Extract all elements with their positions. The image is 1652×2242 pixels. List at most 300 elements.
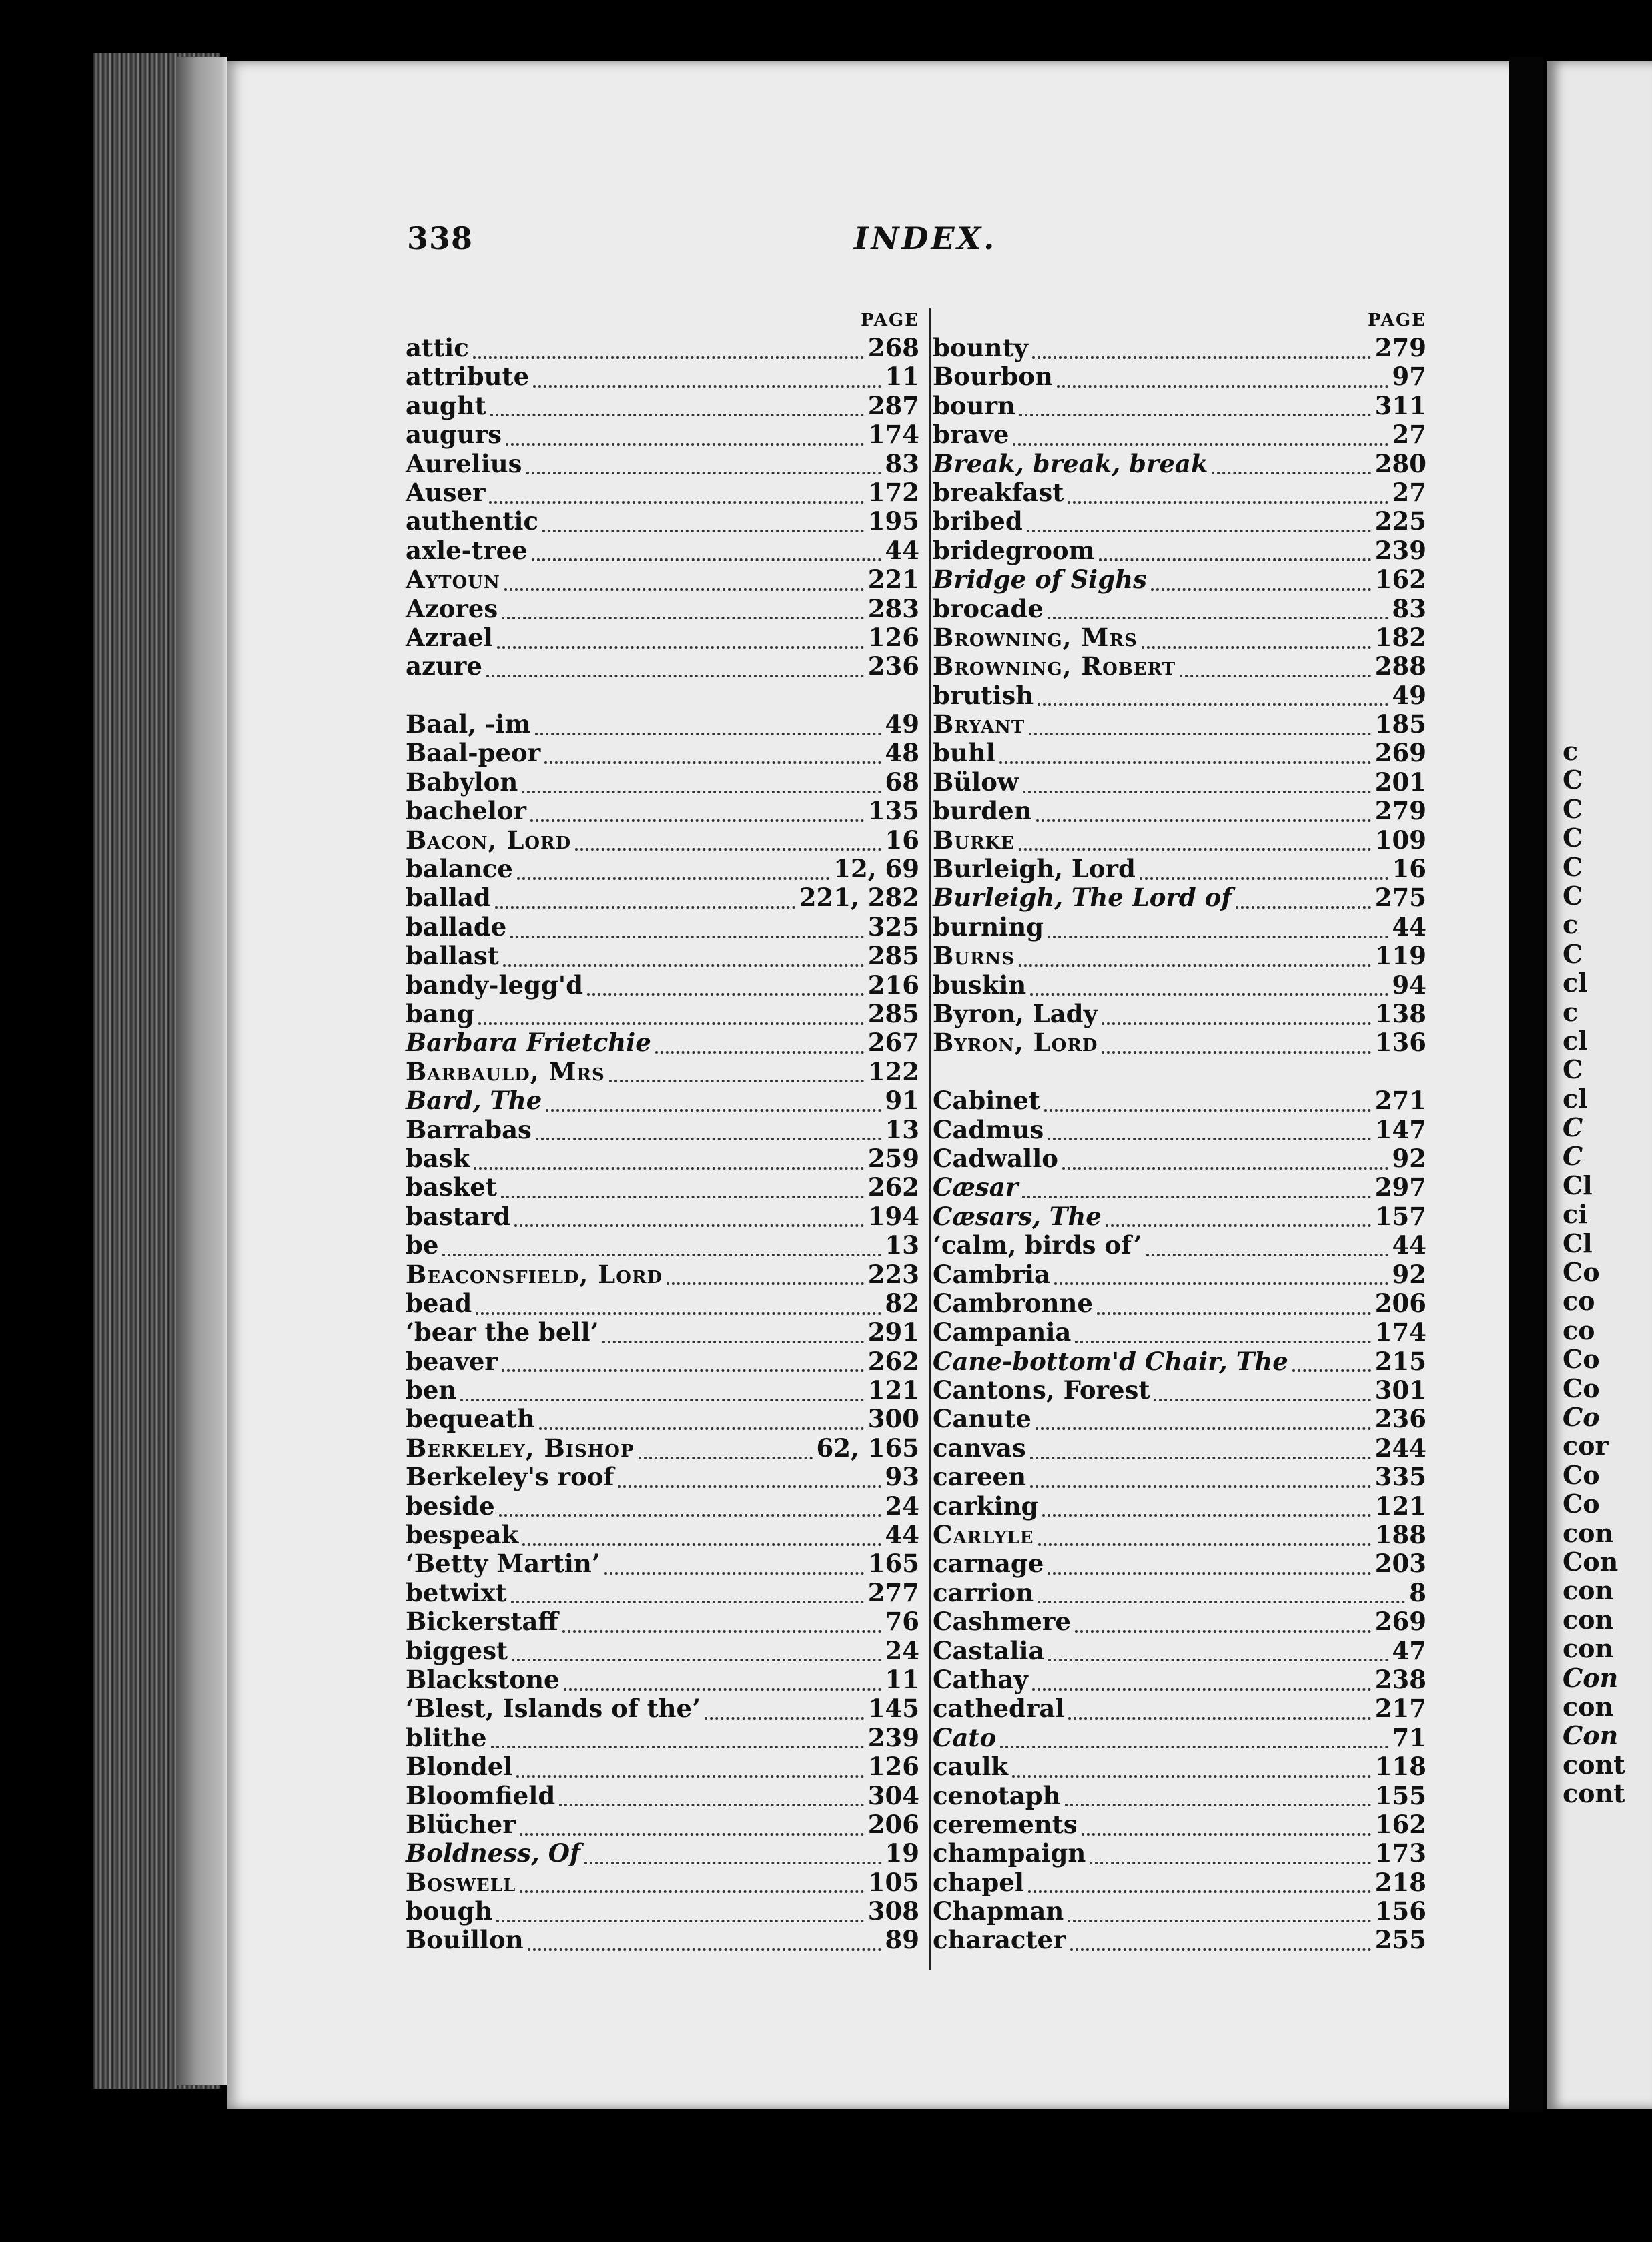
dot-leader bbox=[1140, 869, 1388, 880]
index-page-reference: 155 bbox=[1374, 1780, 1426, 1810]
index-term: Byron, Lady bbox=[933, 998, 1098, 1028]
dot-leader bbox=[1036, 1419, 1371, 1430]
index-entry bbox=[933, 1637, 1440, 1665]
index-page-reference: 24 bbox=[885, 1491, 919, 1521]
index-entry bbox=[406, 450, 933, 478]
index-page-reference: 275 bbox=[1374, 883, 1426, 913]
dot-leader bbox=[542, 522, 864, 532]
index-term: Browning, Mrs bbox=[933, 622, 1138, 652]
facing-page-fragment: c bbox=[1563, 996, 1579, 1027]
index-page-reference: 277 bbox=[867, 1577, 919, 1607]
index-term: Cabinet bbox=[933, 1086, 1040, 1116]
index-page-reference: 262 bbox=[867, 1172, 919, 1202]
index-entry bbox=[933, 1376, 1440, 1405]
index-letter-gap bbox=[406, 681, 933, 710]
index-entry bbox=[406, 1839, 933, 1868]
facing-page-fragment: Co bbox=[1563, 1489, 1600, 1519]
index-page-reference: 300 bbox=[867, 1404, 919, 1434]
index-page-reference: 68 bbox=[885, 767, 919, 797]
index-term: Auser bbox=[406, 477, 486, 507]
index-page-reference: 162 bbox=[1374, 565, 1426, 595]
dot-leader bbox=[705, 1709, 864, 1720]
index-term: bachelor bbox=[406, 796, 527, 826]
dot-leader bbox=[522, 1535, 881, 1546]
index-entry bbox=[406, 1868, 933, 1897]
facing-page-fragment: cor bbox=[1563, 1431, 1609, 1461]
dot-leader bbox=[460, 1391, 863, 1401]
facing-page-fragment: C bbox=[1563, 851, 1583, 882]
index-entry bbox=[933, 595, 1440, 623]
dot-leader bbox=[1292, 1361, 1371, 1372]
facing-page-fragment: con bbox=[1563, 1633, 1614, 1664]
index-page-reference: 135 bbox=[867, 796, 919, 826]
dot-leader bbox=[587, 985, 864, 996]
dot-leader bbox=[1027, 522, 1371, 532]
index-page-reference: 16 bbox=[1392, 854, 1426, 884]
facing-page-fragment: cont bbox=[1563, 1778, 1625, 1809]
index-page-reference: 238 bbox=[1374, 1664, 1426, 1694]
index-entry bbox=[933, 1521, 1440, 1549]
index-term: beside bbox=[406, 1491, 495, 1521]
dot-leader bbox=[1022, 1188, 1371, 1198]
dot-leader bbox=[618, 1477, 881, 1488]
index-page-reference: 217 bbox=[1374, 1694, 1426, 1724]
dot-leader bbox=[559, 1796, 864, 1806]
dot-leader bbox=[520, 1825, 864, 1836]
index-page-reference: 76 bbox=[885, 1607, 919, 1637]
index-term: cerements bbox=[933, 1809, 1078, 1839]
index-entry bbox=[933, 797, 1440, 825]
index-entry bbox=[933, 1752, 1440, 1781]
index-page-reference: 239 bbox=[867, 1722, 919, 1752]
index-term: Baal, -im bbox=[406, 709, 531, 739]
index-entry bbox=[406, 1434, 933, 1463]
index-page-reference: 194 bbox=[867, 1201, 919, 1231]
index-entry bbox=[933, 1868, 1440, 1897]
dot-leader bbox=[502, 609, 864, 619]
dot-leader bbox=[476, 1304, 881, 1315]
dot-leader bbox=[530, 811, 864, 822]
index-page-reference: 109 bbox=[1374, 825, 1426, 855]
index-term: burden bbox=[933, 796, 1032, 826]
index-term: brutish bbox=[933, 680, 1034, 710]
index-term: augurs bbox=[406, 420, 502, 450]
dot-leader bbox=[655, 1043, 864, 1054]
facing-page-fragment: Cl bbox=[1563, 1228, 1593, 1258]
index-entry bbox=[933, 478, 1440, 507]
dot-leader bbox=[1099, 550, 1371, 561]
dot-leader bbox=[1019, 406, 1371, 416]
index-entry bbox=[933, 1463, 1440, 1491]
column-page-label: PAGE bbox=[861, 310, 919, 330]
dot-leader bbox=[520, 1882, 863, 1893]
index-page-reference: 97 bbox=[1392, 362, 1426, 392]
facing-page-fragment: C bbox=[1563, 1112, 1583, 1143]
index-term: Cæsars, The bbox=[933, 1201, 1102, 1231]
index-term: Beaconsfield, Lord bbox=[406, 1259, 663, 1289]
index-entry bbox=[406, 1549, 933, 1578]
dot-leader bbox=[1102, 1014, 1371, 1025]
index-page-reference: 287 bbox=[867, 390, 919, 420]
dot-leader bbox=[510, 927, 863, 938]
index-page-reference: 285 bbox=[867, 941, 919, 971]
index-term: Cæsar bbox=[933, 1172, 1019, 1202]
dot-leader bbox=[1030, 985, 1388, 996]
index-page-reference: 122 bbox=[867, 1056, 919, 1086]
dot-leader bbox=[514, 1216, 864, 1227]
dot-leader bbox=[1023, 783, 1371, 793]
index-entry bbox=[406, 1116, 933, 1144]
index-term: Cambria bbox=[933, 1259, 1050, 1289]
index-entry bbox=[406, 826, 933, 855]
facing-page-fragments bbox=[1563, 737, 1625, 1808]
dot-leader bbox=[1019, 956, 1371, 967]
index-page-reference: 8 bbox=[1409, 1577, 1426, 1607]
index-term: Burke bbox=[933, 825, 1015, 855]
index-term: ballast bbox=[406, 941, 499, 971]
index-page-reference: 291 bbox=[867, 1317, 919, 1347]
dot-leader bbox=[1012, 1767, 1371, 1778]
index-page-reference: 244 bbox=[1374, 1433, 1426, 1463]
index-page-reference: 93 bbox=[885, 1462, 919, 1492]
index-column-left bbox=[406, 307, 933, 1955]
index-term: Cadmus bbox=[933, 1114, 1044, 1144]
index-page-reference: 174 bbox=[867, 420, 919, 450]
index-entry bbox=[933, 1810, 1440, 1839]
index-term: ‘Betty Martin’ bbox=[406, 1549, 600, 1579]
index-term: Cashmere bbox=[933, 1607, 1071, 1637]
index-entry bbox=[933, 855, 1440, 883]
index-page-reference: 221, 282 bbox=[799, 883, 919, 913]
index-entry bbox=[406, 1144, 933, 1173]
dot-leader bbox=[512, 1651, 881, 1661]
dot-leader bbox=[489, 493, 863, 504]
index-entry bbox=[406, 797, 933, 825]
dot-leader bbox=[667, 1274, 864, 1285]
index-page-reference: 145 bbox=[867, 1694, 919, 1724]
dot-leader bbox=[1236, 898, 1371, 909]
index-entry bbox=[406, 1260, 933, 1289]
index-term: bounty bbox=[933, 333, 1028, 362]
index-page-reference: 91 bbox=[885, 1086, 919, 1116]
index-entry bbox=[933, 334, 1440, 362]
index-entry bbox=[406, 1607, 933, 1636]
facing-page-fragment: Con bbox=[1563, 1720, 1619, 1751]
facing-page-fragment: cl bbox=[1563, 1083, 1588, 1114]
index-page-reference: 82 bbox=[885, 1288, 919, 1318]
index-entry bbox=[933, 1260, 1440, 1289]
index-entry bbox=[406, 595, 933, 623]
page-number: 338 bbox=[407, 220, 474, 256]
index-entry bbox=[406, 971, 933, 1000]
index-entry bbox=[406, 420, 933, 449]
index-term: axle-tree bbox=[406, 535, 528, 565]
index-entry bbox=[933, 1549, 1440, 1578]
dot-leader bbox=[999, 753, 1371, 764]
index-page-reference: 267 bbox=[867, 1028, 919, 1058]
index-term: blithe bbox=[406, 1722, 487, 1752]
dot-leader bbox=[639, 1449, 813, 1459]
index-page-reference: 19 bbox=[885, 1838, 919, 1868]
index-entry bbox=[406, 1926, 933, 1954]
index-term: Bacon, Lord bbox=[406, 825, 572, 855]
dot-leader bbox=[1082, 1825, 1371, 1836]
index-page-reference: 279 bbox=[1374, 333, 1426, 362]
index-page-reference: 83 bbox=[1392, 593, 1426, 623]
index-entry bbox=[406, 1173, 933, 1202]
index-term: Berkeley's roof bbox=[406, 1462, 614, 1492]
dot-leader bbox=[564, 1680, 881, 1691]
dot-leader bbox=[506, 435, 864, 446]
index-term: Cane-bottom'd Chair, The bbox=[933, 1346, 1288, 1376]
dot-leader bbox=[1048, 927, 1388, 938]
dot-leader bbox=[562, 1622, 881, 1633]
dot-leader bbox=[609, 1072, 864, 1082]
index-term: Burleigh, Lord bbox=[933, 854, 1136, 884]
index-term: bastard bbox=[406, 1201, 511, 1231]
index-term: Boldness, Of bbox=[406, 1838, 580, 1868]
index-term: Bridge of Sighs bbox=[933, 565, 1147, 595]
index-page-reference: 206 bbox=[1374, 1288, 1426, 1318]
index-entry bbox=[406, 1376, 933, 1405]
index-term: azure bbox=[406, 651, 482, 681]
index-page-reference: 304 bbox=[867, 1780, 919, 1810]
index-term: Azrael bbox=[406, 622, 493, 652]
index-entry bbox=[406, 507, 933, 536]
dot-leader bbox=[1054, 1274, 1388, 1285]
index-term: carrion bbox=[933, 1577, 1034, 1607]
index-page-reference: 271 bbox=[1374, 1086, 1426, 1116]
index-page-reference: 236 bbox=[867, 651, 919, 681]
index-term: bourn bbox=[933, 390, 1015, 420]
index-page-reference: 156 bbox=[1374, 1896, 1426, 1926]
index-term: Cato bbox=[933, 1722, 997, 1752]
index-term: Castalia bbox=[933, 1635, 1045, 1665]
book-gutter bbox=[1509, 57, 1543, 2112]
index-term: Bard, The bbox=[406, 1086, 542, 1116]
index-page-reference: 157 bbox=[1374, 1201, 1426, 1231]
index-entry bbox=[406, 1752, 933, 1781]
dot-leader bbox=[1097, 1304, 1371, 1315]
index-page-reference: 44 bbox=[1392, 1230, 1426, 1260]
index-entry bbox=[933, 362, 1440, 391]
dot-leader bbox=[1029, 725, 1371, 735]
index-term: ballad bbox=[406, 883, 491, 913]
dot-leader bbox=[1068, 1709, 1370, 1720]
index-term: Barbauld, Mrs bbox=[406, 1056, 605, 1086]
index-page-reference: 188 bbox=[1374, 1520, 1426, 1550]
index-term: cathedral bbox=[933, 1694, 1065, 1724]
index-entry bbox=[933, 420, 1440, 449]
dot-leader bbox=[1048, 1564, 1370, 1575]
index-entry bbox=[406, 1347, 933, 1376]
index-term: buskin bbox=[933, 970, 1027, 1000]
index-term: bridegroom bbox=[933, 535, 1095, 565]
index-entry bbox=[933, 1405, 1440, 1433]
index-entry bbox=[406, 652, 933, 681]
dot-leader bbox=[511, 1593, 864, 1603]
index-entry bbox=[406, 1463, 933, 1491]
index-entry bbox=[933, 883, 1440, 912]
facing-page-fragment: C bbox=[1563, 765, 1583, 795]
index-entry bbox=[933, 1347, 1440, 1376]
index-term: Cathay bbox=[933, 1664, 1028, 1694]
index-page-reference: 288 bbox=[1374, 651, 1426, 681]
index-term: bequeath bbox=[406, 1404, 535, 1434]
index-entry bbox=[933, 1231, 1440, 1260]
index-term: Bryant bbox=[933, 709, 1025, 739]
index-term: Blondel bbox=[406, 1752, 513, 1782]
dot-leader bbox=[1042, 1506, 1370, 1517]
index-term: brocade bbox=[933, 593, 1044, 623]
dot-leader bbox=[1068, 493, 1388, 504]
facing-page-fragment: C bbox=[1563, 880, 1583, 911]
dot-leader bbox=[1090, 1854, 1371, 1864]
index-entry bbox=[933, 826, 1440, 855]
index-entry bbox=[406, 1782, 933, 1810]
index-entry bbox=[933, 1694, 1440, 1723]
dot-leader bbox=[1032, 348, 1371, 359]
index-page-reference: 121 bbox=[1374, 1491, 1426, 1521]
index-page-reference: 174 bbox=[1374, 1317, 1426, 1347]
index-page-reference: 308 bbox=[867, 1896, 919, 1926]
index-entry bbox=[933, 1028, 1440, 1057]
index-entry bbox=[406, 1086, 933, 1115]
index-entry bbox=[933, 913, 1440, 942]
index-page-reference: 182 bbox=[1374, 622, 1426, 652]
index-entry bbox=[406, 855, 933, 883]
index-entry bbox=[406, 1665, 933, 1694]
index-entry bbox=[933, 1086, 1440, 1115]
index-entry bbox=[406, 913, 933, 942]
index-page-reference: 147 bbox=[1374, 1114, 1426, 1144]
index-page-reference: 71 bbox=[1392, 1722, 1426, 1752]
index-term: Bloomfield bbox=[406, 1780, 556, 1810]
index-entry bbox=[406, 710, 933, 739]
index-column-right bbox=[933, 307, 1440, 1955]
index-term: Boswell bbox=[406, 1867, 516, 1897]
index-letter-gap bbox=[933, 1058, 1440, 1086]
index-page-reference: 259 bbox=[867, 1143, 919, 1173]
index-entry bbox=[406, 623, 933, 652]
facing-page-fragment: con bbox=[1563, 1575, 1614, 1606]
index-page-reference: 173 bbox=[1374, 1838, 1426, 1868]
index-page-reference: 311 bbox=[1374, 390, 1426, 420]
column-divider bbox=[929, 308, 931, 1970]
index-entry bbox=[406, 565, 933, 594]
dot-leader bbox=[1038, 1535, 1371, 1546]
index-page-reference: 185 bbox=[1374, 709, 1426, 739]
index-term: authentic bbox=[406, 506, 538, 536]
dot-leader bbox=[1030, 1449, 1371, 1459]
dot-leader bbox=[584, 1854, 881, 1864]
index-term: balance bbox=[406, 854, 513, 884]
index-page-reference: 269 bbox=[1374, 738, 1426, 768]
index-entry bbox=[406, 1405, 933, 1433]
dot-leader bbox=[532, 550, 881, 561]
index-page-reference: 301 bbox=[1374, 1375, 1426, 1405]
index-term: ballade bbox=[406, 911, 507, 942]
index-term: Cadwallo bbox=[933, 1143, 1058, 1173]
facing-page-fragment: C bbox=[1563, 1141, 1583, 1172]
index-entry bbox=[933, 942, 1440, 970]
dot-leader bbox=[535, 725, 881, 735]
facing-page-fragment: c bbox=[1563, 909, 1579, 940]
index-entry bbox=[406, 1231, 933, 1260]
index-page-reference: 126 bbox=[867, 1752, 919, 1782]
index-page-reference: 49 bbox=[1392, 680, 1426, 710]
dot-leader bbox=[504, 580, 864, 591]
column-page-label: PAGE bbox=[1368, 310, 1426, 330]
index-entry bbox=[406, 392, 933, 420]
index-term: Bourbon bbox=[933, 362, 1053, 392]
index-page-reference: 11 bbox=[885, 362, 919, 392]
index-term: Bülow bbox=[933, 767, 1019, 797]
index-page-reference: 203 bbox=[1374, 1549, 1426, 1579]
dot-leader bbox=[503, 956, 864, 967]
index-term: beaver bbox=[406, 1346, 498, 1376]
dot-leader bbox=[516, 1767, 863, 1778]
index-term: Aurelius bbox=[406, 448, 522, 478]
index-page-reference: 16 bbox=[885, 825, 919, 855]
index-entry bbox=[406, 1579, 933, 1607]
index-page-reference: 121 bbox=[867, 1375, 919, 1405]
index-entry bbox=[933, 681, 1440, 710]
index-page-reference: 47 bbox=[1392, 1635, 1426, 1665]
index-term: Azores bbox=[406, 593, 498, 623]
index-entry bbox=[933, 1724, 1440, 1752]
index-entry bbox=[406, 1000, 933, 1028]
index-term: Burleigh, The Lord of bbox=[933, 883, 1232, 913]
dot-leader bbox=[575, 840, 881, 851]
index-entry bbox=[406, 1724, 933, 1752]
facing-page-fragment: co bbox=[1563, 1286, 1595, 1317]
index-term: Barrabas bbox=[406, 1114, 532, 1144]
index-term: basket bbox=[406, 1172, 497, 1202]
index-term: betwixt bbox=[406, 1577, 507, 1607]
index-page-reference: 118 bbox=[1374, 1752, 1426, 1782]
index-term: burning bbox=[933, 911, 1044, 942]
index-entry bbox=[406, 1058, 933, 1086]
dot-leader bbox=[501, 1188, 864, 1198]
index-entry bbox=[933, 1116, 1440, 1144]
facing-page-edge bbox=[1547, 61, 1652, 2109]
index-page-reference: 269 bbox=[1374, 1607, 1426, 1637]
index-page-reference: 201 bbox=[1374, 767, 1426, 797]
index-page-reference: 94 bbox=[1392, 970, 1426, 1000]
index-page-reference: 83 bbox=[885, 448, 919, 478]
index-term: Bouillon bbox=[406, 1925, 524, 1955]
dot-leader bbox=[546, 1101, 881, 1112]
dot-leader bbox=[442, 1246, 881, 1256]
index-entry bbox=[406, 883, 933, 912]
facing-page-fragment: cl bbox=[1563, 1025, 1588, 1056]
index-page-reference: 221 bbox=[867, 565, 919, 595]
index-entry bbox=[933, 1607, 1440, 1636]
index-page-reference: 13 bbox=[885, 1114, 919, 1144]
index-page-reference: 162 bbox=[1374, 1809, 1426, 1839]
index-term: Blücher bbox=[406, 1809, 516, 1839]
index-entry bbox=[933, 536, 1440, 565]
facing-page-fragment: C bbox=[1563, 793, 1583, 824]
page-header bbox=[407, 220, 1501, 260]
index-page-reference: 335 bbox=[1374, 1462, 1426, 1492]
index-entry bbox=[933, 1926, 1440, 1954]
facing-page-fragment: con bbox=[1563, 1604, 1614, 1635]
index-entry bbox=[933, 1665, 1440, 1694]
dot-leader bbox=[1028, 1882, 1371, 1893]
index-page-reference: 49 bbox=[885, 709, 919, 739]
